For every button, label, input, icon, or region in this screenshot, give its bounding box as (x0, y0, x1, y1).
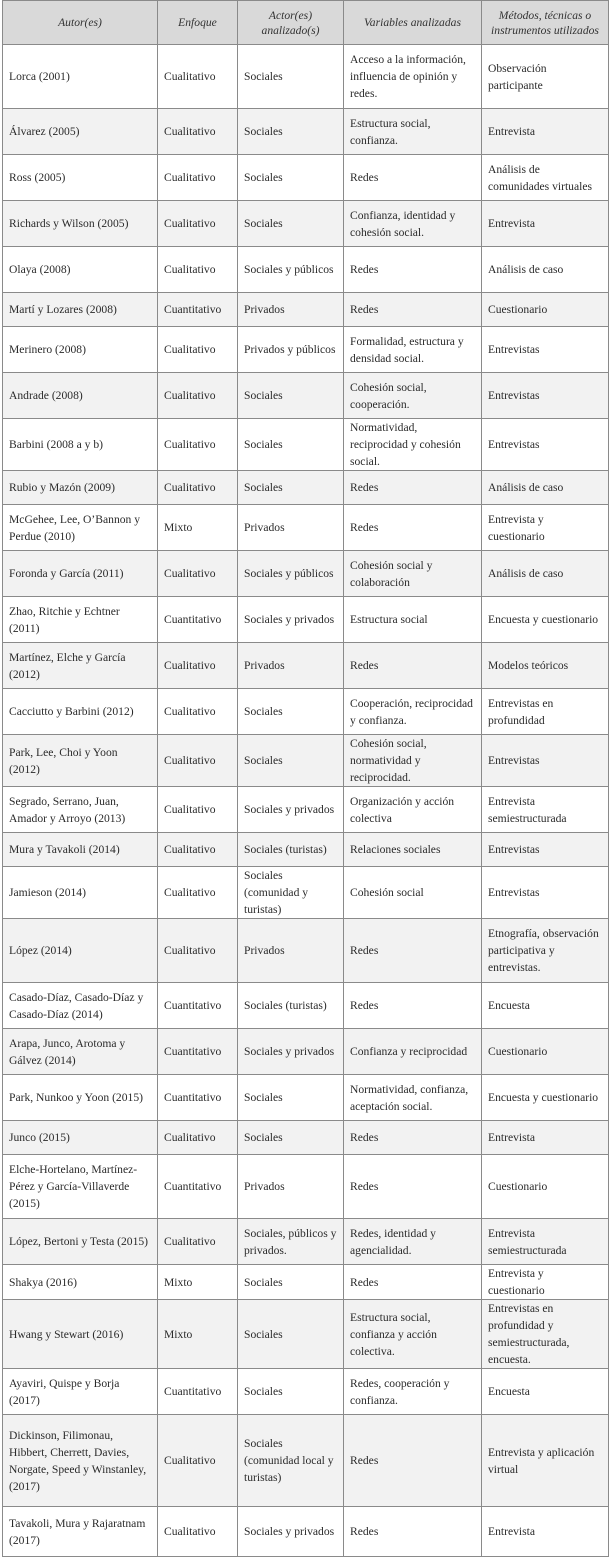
cell-enfoque: Cualitativo (158, 419, 238, 471)
cell-actores: Sociales y públicos (238, 551, 344, 597)
cell-actores: Privados (238, 1155, 344, 1219)
cell-variables: Redes (344, 983, 482, 1029)
cell-metodos: Entrevistas (482, 327, 609, 373)
cell-autores: Cacciutto y Barbini (2012) (3, 689, 158, 735)
cell-enfoque: Cualitativo (158, 247, 238, 293)
cell-metodos: Observación participante (482, 45, 609, 109)
cell-actores: Sociales (turistas) (238, 833, 344, 867)
header-actores: Actor(es) analizado(s) (238, 1, 344, 45)
literature-review-table (2, 0, 609, 1557)
cell-autores: López, Bertoni y Testa (2015) (3, 1219, 158, 1265)
cell-enfoque: Cualitativo (158, 373, 238, 419)
cell-enfoque: Mixto (158, 1265, 238, 1300)
cell-autores: López (2014) (3, 919, 158, 983)
cell-metodos: Entrevistas en profundidad (482, 689, 609, 735)
cell-variables: Cohesión social (344, 867, 482, 919)
cell-actores: Sociales (turistas) (238, 983, 344, 1029)
cell-variables: Cohesión social, cooperación. (344, 373, 482, 419)
header-enfoque: Enfoque (158, 1, 238, 45)
header-metodos: Métodos, técnicas o instrumentos utilizados (482, 1, 609, 45)
table-row (3, 689, 609, 735)
cell-metodos: Análisis de caso (482, 471, 609, 505)
cell-actores: Sociales (238, 735, 344, 787)
cell-actores: Sociales y privados (238, 787, 344, 833)
cell-enfoque: Cualitativo (158, 551, 238, 597)
cell-actores: Sociales (comunidad local y turistas) (238, 1415, 344, 1507)
table-row (3, 247, 609, 293)
table-row (3, 597, 609, 643)
cell-autores: Martí y Lozares (2008) (3, 293, 158, 327)
table-row (3, 201, 609, 247)
cell-actores: Sociales (238, 471, 344, 505)
cell-variables: Redes (344, 155, 482, 201)
cell-actores: Sociales (238, 45, 344, 109)
cell-autores: Ross (2005) (3, 155, 158, 201)
cell-enfoque: Cuantitativo (158, 1369, 238, 1415)
cell-autores: Lorca (2001) (3, 45, 158, 109)
cell-actores: Sociales (238, 1369, 344, 1415)
cell-actores: Sociales (238, 1300, 344, 1369)
header-autores: Autor(es) (3, 1, 158, 45)
cell-metodos: Cuestionario (482, 293, 609, 327)
table-row (3, 983, 609, 1029)
cell-enfoque: Cualitativo (158, 787, 238, 833)
cell-variables: Redes (344, 471, 482, 505)
table-row (3, 1121, 609, 1155)
cell-variables: Organización y acción colectiva (344, 787, 482, 833)
cell-autores: Barbini (2008 a y b) (3, 419, 158, 471)
cell-metodos: Análisis de comunidades virtuales (482, 155, 609, 201)
cell-enfoque: Cuantitativo (158, 293, 238, 327)
cell-autores: Olaya (2008) (3, 247, 158, 293)
cell-actores: Privados (238, 505, 344, 551)
cell-variables: Cooperación, reciprocidad y confianza. (344, 689, 482, 735)
cell-autores: Andrade (2008) (3, 373, 158, 419)
cell-autores: Álvarez (2005) (3, 109, 158, 155)
cell-metodos: Cuestionario (482, 1155, 609, 1219)
cell-enfoque: Cualitativo (158, 109, 238, 155)
cell-variables: Redes (344, 643, 482, 689)
cell-autores: Park, Lee, Choi y Yoon (2012) (3, 735, 158, 787)
cell-metodos: Entrevistas (482, 373, 609, 419)
cell-autores: Foronda y García (2011) (3, 551, 158, 597)
cell-enfoque: Cualitativo (158, 201, 238, 247)
table-row (3, 643, 609, 689)
cell-metodos: Entrevista (482, 1507, 609, 1557)
cell-metodos: Encuesta y cuestionario (482, 1075, 609, 1121)
cell-actores: Sociales (238, 201, 344, 247)
cell-enfoque: Cualitativo (158, 867, 238, 919)
cell-metodos: Encuesta (482, 983, 609, 1029)
table-row (3, 505, 609, 551)
cell-enfoque: Cualitativo (158, 735, 238, 787)
cell-actores: Sociales y privados (238, 597, 344, 643)
table-row (3, 787, 609, 833)
cell-enfoque: Cualitativo (158, 1507, 238, 1557)
cell-metodos: Entrevista semiestructurada (482, 787, 609, 833)
cell-variables: Acceso a la información, influencia de opinión y redes. (344, 45, 482, 109)
cell-autores: Segrado, Serrano, Juan, Amador y Arroyo (2013) (3, 787, 158, 833)
cell-variables: Formalidad, estructura y densidad social. (344, 327, 482, 373)
table-row (3, 919, 609, 983)
cell-variables: Redes (344, 293, 482, 327)
cell-metodos: Entrevista (482, 201, 609, 247)
cell-variables: Relaciones sociales (344, 833, 482, 867)
cell-variables: Redes (344, 1121, 482, 1155)
cell-metodos: Modelos teóricos (482, 643, 609, 689)
cell-enfoque: Cualitativo (158, 919, 238, 983)
table-row (3, 471, 609, 505)
table-row (3, 1507, 609, 1557)
table-row (3, 1300, 609, 1369)
cell-actores: Sociales (238, 155, 344, 201)
table-row (3, 155, 609, 201)
cell-enfoque: Mixto (158, 505, 238, 551)
cell-actores: Privados (238, 643, 344, 689)
cell-autores: Jamieson (2014) (3, 867, 158, 919)
cell-variables: Redes (344, 1415, 482, 1507)
cell-autores: Hwang y Stewart (2016) (3, 1300, 158, 1369)
table-row (3, 735, 609, 787)
cell-actores: Sociales (238, 1121, 344, 1155)
cell-variables: Normatividad, reciprocidad y cohesión social. (344, 419, 482, 471)
cell-actores: Sociales y privados (238, 1507, 344, 1557)
cell-actores: Privados (238, 293, 344, 327)
cell-autores: Shakya (2016) (3, 1265, 158, 1300)
cell-enfoque: Cualitativo (158, 643, 238, 689)
cell-enfoque: Cualitativo (158, 327, 238, 373)
cell-autores: Rubio y Mazón (2009) (3, 471, 158, 505)
cell-autores: Ayaviri, Quispe y Borja (2017) (3, 1369, 158, 1415)
table-row (3, 1029, 609, 1075)
cell-metodos: Entrevista y cuestionario (482, 1265, 609, 1300)
header-row (3, 1, 609, 45)
cell-variables: Redes (344, 1155, 482, 1219)
cell-metodos: Entrevista y aplicación virtual (482, 1415, 609, 1507)
cell-variables: Estructura social (344, 597, 482, 643)
cell-enfoque: Cualitativo (158, 471, 238, 505)
cell-autores: Park, Nunkoo y Yoon (2015) (3, 1075, 158, 1121)
cell-metodos: Entrevistas (482, 833, 609, 867)
cell-autores: Mura y Tavakoli (2014) (3, 833, 158, 867)
cell-actores: Sociales (238, 1265, 344, 1300)
cell-variables: Redes (344, 505, 482, 551)
cell-actores: Sociales, públicos y privados. (238, 1219, 344, 1265)
cell-autores: Martínez, Elche y García (2012) (3, 643, 158, 689)
cell-autores: Richards y Wilson (2005) (3, 201, 158, 247)
cell-variables: Estructura social, confianza. (344, 109, 482, 155)
cell-enfoque: Cuantitativo (158, 597, 238, 643)
cell-enfoque: Cualitativo (158, 1121, 238, 1155)
cell-variables: Normatividad, confianza, aceptación social. (344, 1075, 482, 1121)
cell-metodos: Encuesta (482, 1369, 609, 1415)
table-row (3, 1219, 609, 1265)
cell-variables: Cohesión social y colaboración (344, 551, 482, 597)
cell-autores: Arapa, Junco, Arotoma y Gálvez (2014) (3, 1029, 158, 1075)
cell-autores: Junco (2015) (3, 1121, 158, 1155)
cell-enfoque: Cualitativo (158, 833, 238, 867)
cell-enfoque: Cualitativo (158, 1415, 238, 1507)
cell-metodos: Análisis de caso (482, 247, 609, 293)
cell-variables: Redes (344, 1265, 482, 1300)
table-row (3, 373, 609, 419)
cell-variables: Redes (344, 1507, 482, 1557)
table-row (3, 1265, 609, 1300)
cell-autores: McGehee, Lee, O’Bannon y Perdue (2010) (3, 505, 158, 551)
table-row (3, 1075, 609, 1121)
cell-enfoque: Cualitativo (158, 689, 238, 735)
table-row (3, 419, 609, 471)
table-row (3, 109, 609, 155)
cell-actores: Sociales y privados (238, 1029, 344, 1075)
cell-enfoque: Cuantitativo (158, 1075, 238, 1121)
cell-variables: Confianza y reciprocidad (344, 1029, 482, 1075)
cell-metodos: Entrevistas (482, 867, 609, 919)
cell-autores: Dickinson, Filimonau, Hibbert, Cherrett, Davies, Norgate, Speed y Winstanley, (2017) (3, 1415, 158, 1507)
cell-metodos: Análisis de caso (482, 551, 609, 597)
cell-metodos: Cuestionario (482, 1029, 609, 1075)
cell-autores: Elche-Hortelano, Martínez-Pérez y García-Villaverde (2015) (3, 1155, 158, 1219)
header-variables: Variables analizadas (344, 1, 482, 45)
cell-autores: Merinero (2008) (3, 327, 158, 373)
cell-enfoque: Cuantitativo (158, 1029, 238, 1075)
table-row (3, 1369, 609, 1415)
cell-metodos: Entrevistas (482, 735, 609, 787)
cell-enfoque: Cuantitativo (158, 983, 238, 1029)
cell-actores: Sociales (238, 109, 344, 155)
cell-metodos: Etnografía, observación participativa y entrevistas. (482, 919, 609, 983)
cell-variables: Redes, identidad y agencialidad. (344, 1219, 482, 1265)
table-row (3, 327, 609, 373)
cell-metodos: Entrevista semiestructurada (482, 1219, 609, 1265)
cell-variables: Redes, cooperación y confianza. (344, 1369, 482, 1415)
cell-enfoque: Mixto (158, 1300, 238, 1369)
cell-variables: Estructura social, confianza y acción colectiva. (344, 1300, 482, 1369)
cell-variables: Redes (344, 919, 482, 983)
cell-metodos: Entrevista y cuestionario (482, 505, 609, 551)
cell-autores: Tavakoli, Mura y Rajaratnam (2017) (3, 1507, 158, 1557)
cell-actores: Sociales (238, 1075, 344, 1121)
table-row (3, 45, 609, 109)
cell-actores: Privados (238, 919, 344, 983)
table-row (3, 551, 609, 597)
cell-actores: Privados y públicos (238, 327, 344, 373)
cell-metodos: Encuesta y cuestionario (482, 597, 609, 643)
table-row (3, 293, 609, 327)
cell-metodos: Entrevista (482, 109, 609, 155)
cell-metodos: Entrevistas (482, 419, 609, 471)
cell-metodos: Entrevista (482, 1121, 609, 1155)
cell-actores: Sociales y públicos (238, 247, 344, 293)
table-body (3, 45, 609, 1557)
table-row (3, 1415, 609, 1507)
cell-enfoque: Cualitativo (158, 1219, 238, 1265)
cell-variables: Cohesión social, normatividad y reciprocidad. (344, 735, 482, 787)
table-row (3, 833, 609, 867)
cell-actores: Sociales (238, 373, 344, 419)
cell-autores: Casado-Díaz, Casado-Díaz y Casado-Díaz (2014) (3, 983, 158, 1029)
table-row (3, 867, 609, 919)
table-row (3, 1155, 609, 1219)
cell-variables: Redes (344, 247, 482, 293)
cell-enfoque: Cuantitativo (158, 1155, 238, 1219)
cell-actores: Sociales (comunidad y turistas) (238, 867, 344, 919)
cell-autores: Zhao, Ritchie y Echtner (2011) (3, 597, 158, 643)
cell-metodos: Entrevistas en profundidad y semiestructurada, encuesta. (482, 1300, 609, 1369)
cell-variables: Confianza, identidad y cohesión social. (344, 201, 482, 247)
cell-enfoque: Cualitativo (158, 155, 238, 201)
cell-enfoque: Cualitativo (158, 45, 238, 109)
cell-actores: Sociales (238, 689, 344, 735)
cell-actores: Sociales (238, 419, 344, 471)
